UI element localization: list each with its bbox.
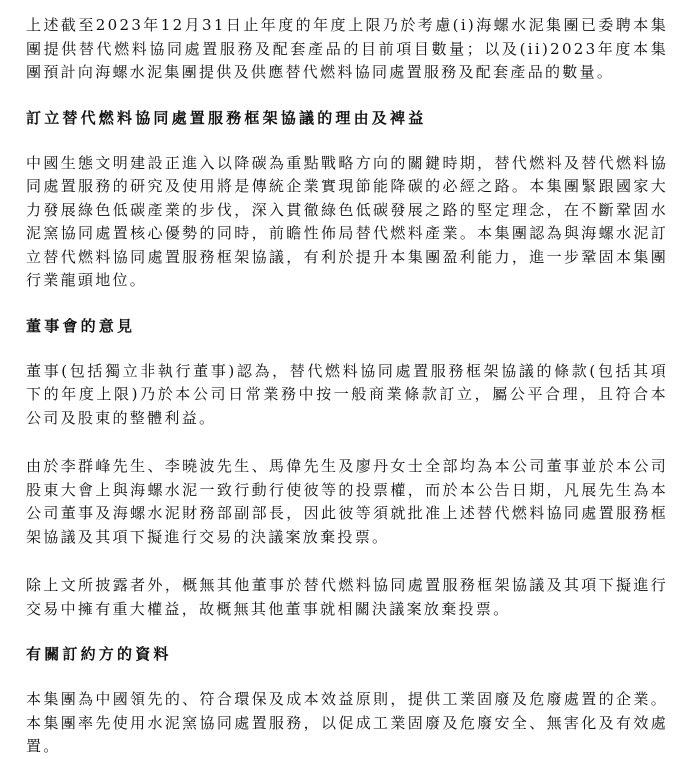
- intro-paragraph: 上述截至2023年12月31日止年度的年度上限乃於考慮(i)海螺水泥集團已委聘本集團提供替代燃料協同處置服務及配套產品的目前項目數量；以及(ii)2023年度本集團預計向海螺水泥集團提供及供應替代燃料協同處置服務及配套產品的數量。: [26, 16, 668, 81]
- board-opinion-heading: 董事會的意見: [26, 316, 136, 335]
- board-opinion-paragraph-3: 除上文所披露者外，概無其他董事於替代燃料協同處置服務框架協議及其項下擬進行交易中擁有重大權益，故概無其他董事就相關決議案放棄投票。: [26, 576, 668, 618]
- board-opinion-paragraph-2: 由於李群峰先生、李曉波先生、馬偉先生及廖丹女士全部均為本公司董事並於本公司股東大會上與海螺水泥一致行動行使彼等的投票權，而於本公告日期，凡展先生為本公司董事及海螺水泥財務部副部長，因此彼等須就批准上述替代燃料協同處置服務框架協議及其項下擬進行交易的決議案放棄投票。: [26, 457, 668, 546]
- parties-info-paragraph: 本集團為中國領先的、符合環保及成本效益原則，提供工業固廢及危廢處置的企業。本集團率先使用水泥窯協同處置服務，以促成工業固廢及危廢安全、無害化及有效處置。: [26, 690, 668, 755]
- reasons-paragraph: 中國生態文明建設正進入以降碳為重點戰略方向的關鍵時期，替代燃料及替代燃料協同處置服務的研究及使用將是傳統企業實現節能降碳的必經之路。本集團緊跟國家大力發展綠色低碳產業的步伐，深入貫徹綠色低碳發展之路的堅定理念，在不斷鞏固水泥窯協同處置核心優勢的同時，前瞻性佈局替代燃料產業。本集團認為與海螺水泥訂立替代燃料協同處置服務框架協議，有利於提升本集團盈利能力，進一步鞏固本集團行業龍頭地位。: [26, 153, 668, 289]
- board-opinion-paragraph-1: 董事(包括獨立非執行董事)認為，替代燃料協同處置服務框架協議的條款(包括其項下的年度上限)乃於本公司日常業務中按一般商業條款訂立，屬公平合理，且符合本公司及股東的整體利益。: [26, 361, 668, 427]
- reasons-heading: 訂立替代燃料協同處置服務框架協議的理由及裨益: [26, 108, 427, 127]
- parties-info-heading: 有關訂約方的資料: [26, 645, 172, 663]
